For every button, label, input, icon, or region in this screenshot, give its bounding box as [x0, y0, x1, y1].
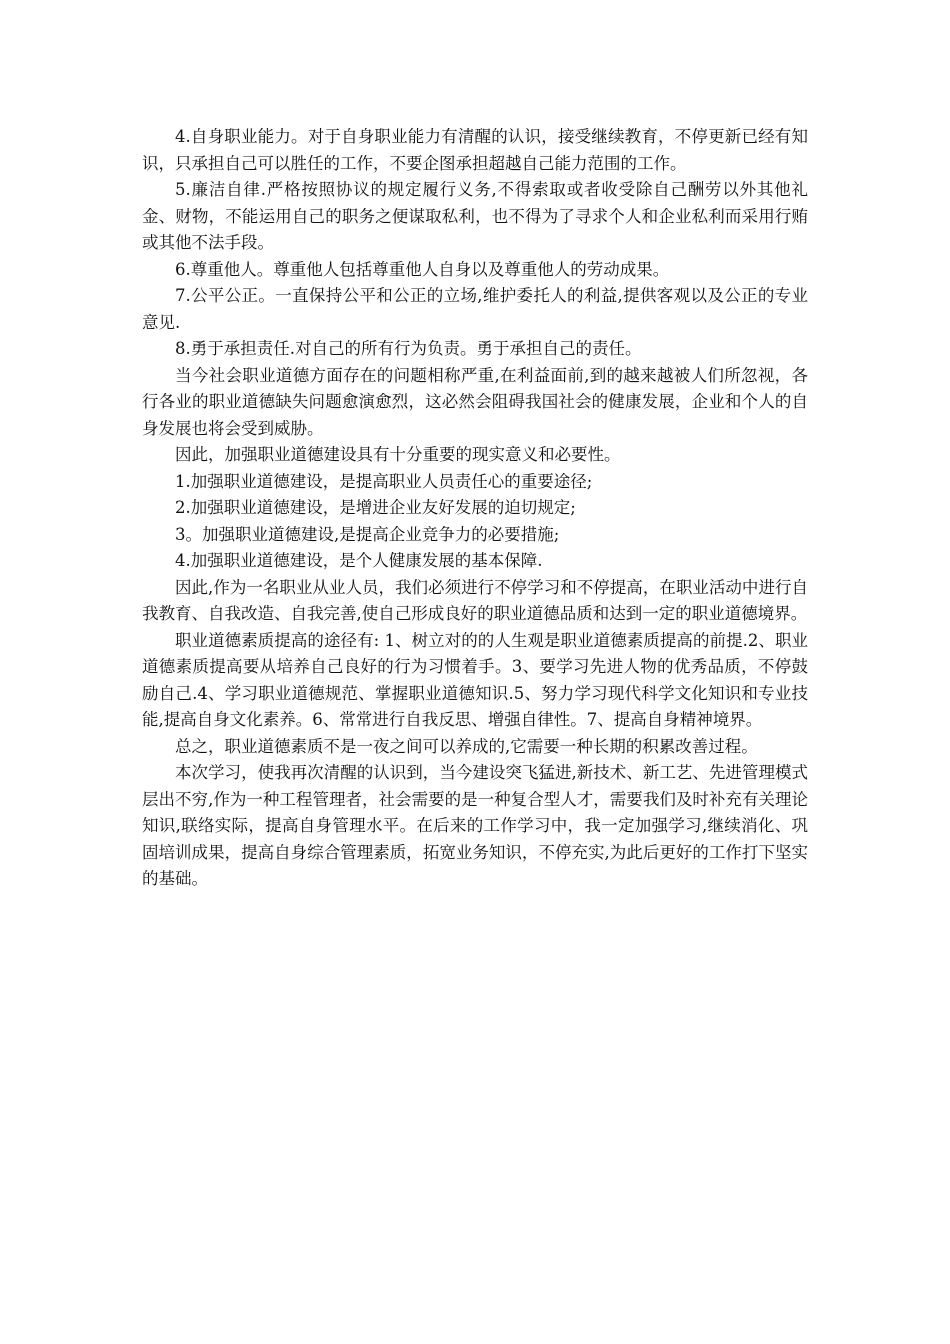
document-body [142, 124, 808, 893]
paragraph-continuous-learning: 因此,作为一名职业从业人员，我们必须进行不停学习和不停提高，在职业活动中进行自我教育、自我改造、自我完善,使自己形成良好的职业道德品质和达到一定的职业道德境界。 [142, 577, 808, 623]
paragraph-importance: 因此，加强职业道德建设具有十分重要的现实意义和必要性。 [175, 445, 621, 464]
paragraph-point-4: 4.加强职业道德建设，是个人健康发展的基本保障. [175, 551, 543, 570]
paragraph-item-5-integrity: 5.廉洁自律.严格按照协议的规定履行义务,不得索取或者收受除自己酬劳以外其他礼金、财物，不能运用自己的职务之便谋取私利，也不得为了寻求个人和企业私利而采用行贿或其他不法手段。 [142, 180, 808, 252]
paragraph-item-4-ability: 4.自身职业能力。对于自身职业能力有清醒的认识，接受继续教育，不停更新已经有知识，只承担自己可以胜任的工作，不要企图承担超越自己能力范围的工作。 [142, 127, 808, 173]
paragraph-point-1: 1.加强职业道德建设，是提高职业人员责任心的重要途径; [175, 471, 593, 491]
paragraph-item-8-responsibility: 8.勇于承担责任.对自己的所有行为负责。勇于承担自己的责任。 [175, 339, 642, 358]
paragraph-item-6-respect: 6.尊重他人。尊重他人包括尊重他人自身以及尊重他人的劳动成果。 [175, 259, 670, 279]
paragraph-social-problems: 当今社会职业道德方面存在的问题相称严重,在利益面前,到的越来越被人们所忽视，各行各业的职业道德缺失问题愈演愈烈，这必然会阻碍我国社会的健康发展，企业和个人的自身发展也将会受到威胁。 [142, 365, 808, 438]
paragraph-point-3: 3。加强职业道德建设,是提高企业竞争力的必要措施; [175, 524, 560, 544]
paragraph-item-7-fairness: 7.公平公正。一直保持公平和公正的立场,维护委托人的利益,提供客观以及公正的专业意见. [142, 286, 808, 332]
paragraph-point-2: 2.加强职业道德建设，是增进企业友好发展的迫切规定; [175, 498, 576, 517]
paragraph-improvement-paths: 职业道德素质提高的途径有: 1、树立对的的人生观是职业道德素质提高的前提.2、职业道德素质提高要从培养自己良好的行为习惯着手。3、要学习先进人物的优秀品质，不停鼓励自己.4、学习职业道德规范、掌握职业道德知识.5、努力学习现代科学文化知识和专业技能,提高自身文化素养。6、常常进行自我反思、增强自律性。7、提高自身精神境界。 [142, 630, 808, 729]
paragraph-conclusion: 总之，职业道德素质不是一夜之间可以养成的,它需要一种长期的积累改善过程。 [175, 736, 758, 756]
paragraph-reflection: 本次学习，使我再次清醒的认识到，当今建设突飞猛进,新技术、新工艺、先进管理模式层出不穷,作为一种工程管理者，社会需要的是一种复合型人才，需要我们及时补充有关理论知识,联络实际，提高自身管理水平。在后来的工作学习中，我一定加强学习,继续消化、巩固培训成果，提高自身综合管理素质，拓宽业务知识，不停充实,为此后更好的工作打下坚实的基础。 [142, 763, 808, 888]
